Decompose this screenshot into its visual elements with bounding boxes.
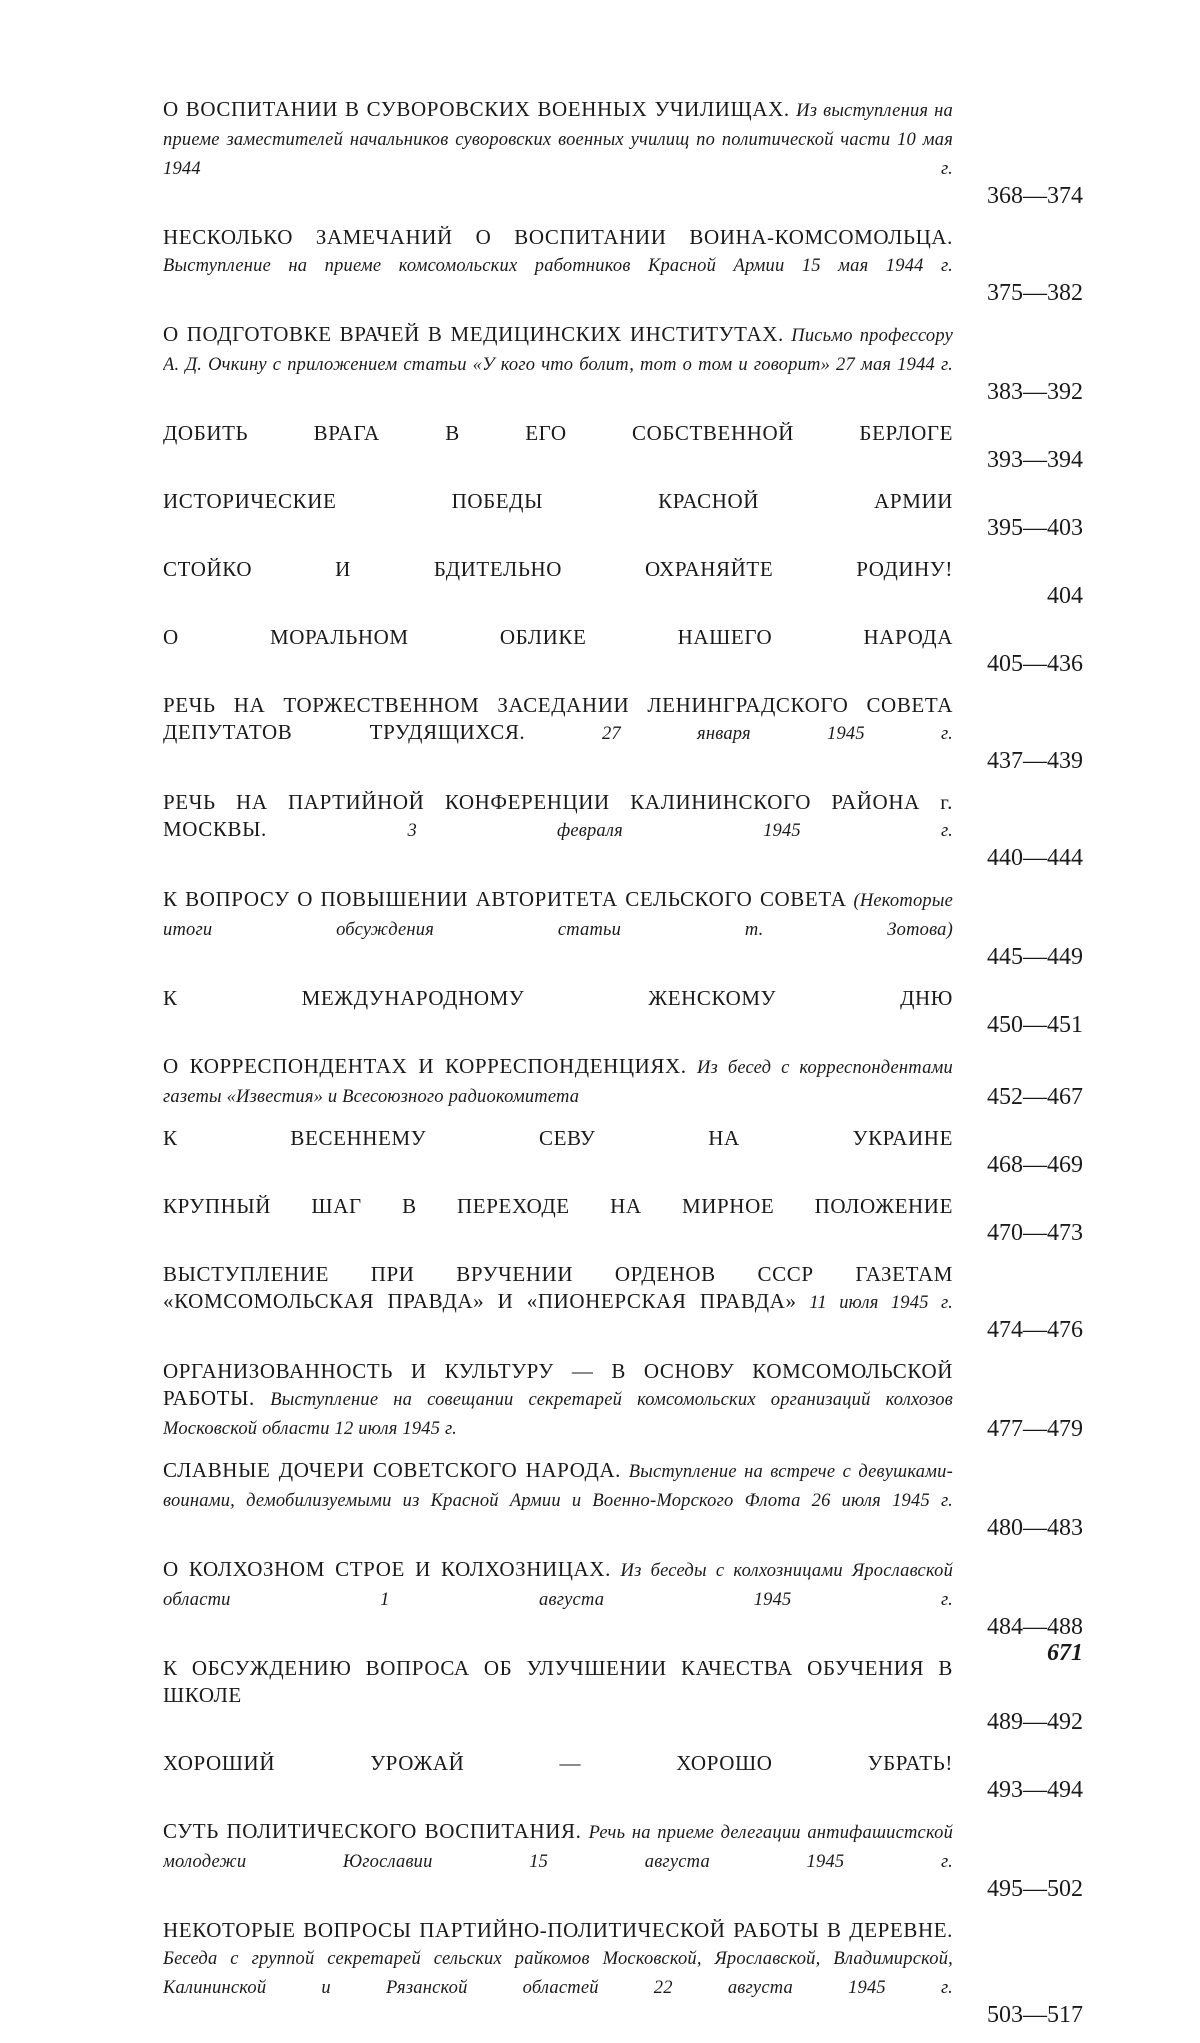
dot-leader xyxy=(163,1709,953,1729)
entry-text xyxy=(163,1556,953,1641)
entry-pages: 477—479 xyxy=(987,1416,1083,1442)
entry-pages: 445—449 xyxy=(987,944,1083,970)
entry-title: ОРГАНИЗОВАННОСТЬ И КУЛЬТУРУ — В ОСНОВУ КОМСОМОЛЬСКОЙ РАБОТЫ. xyxy=(163,1359,953,1410)
toc-entry xyxy=(163,1556,1083,1641)
entry-title: СУТЬ ПОЛИТИЧЕСКОГО ВОСПИТАНИЯ. xyxy=(163,1819,582,1843)
dot-leader xyxy=(163,1876,953,1896)
entry-note: Из бесед с корреспондентами газеты «Известия» и Всесоюзного радиокомитета xyxy=(163,1058,953,1107)
entry-text xyxy=(163,1125,953,1179)
toc-entry xyxy=(163,1193,1083,1247)
toc-entry xyxy=(163,321,1083,406)
entry-note: Беседа с группой секретарей сельских райкомов Московской, Ярославской, Владимирской, Калининской и Рязанской областей 22 августа 1945 г. xyxy=(163,1949,953,1998)
entry-pages: 480—483 xyxy=(987,1515,1083,1541)
entry-title: ВЫСТУПЛЕНИЕ ПРИ ВРУЧЕНИИ ОРДЕНОВ СССР ГАЗЕТАМ «КОМСОМОЛЬСКАЯ ПРАВДА» И «ПИОНЕРСКАЯ ПРАВДА» xyxy=(163,1262,953,1313)
toc-entry xyxy=(163,1053,1083,1111)
entry-title: НЕКОТОРЫЕ ВОПРОСЫ ПАРТИЙНО-ПОЛИТИЧЕСКОЙ РАБОТЫ В ДЕРЕВНЕ. xyxy=(163,1918,953,1942)
toc-entry xyxy=(163,1261,1083,1344)
dot-leader xyxy=(163,280,953,300)
entry-text xyxy=(163,789,953,872)
entry-note: 3 февраля 1945 г. xyxy=(407,821,953,841)
entry-pages: 404 xyxy=(1047,583,1083,609)
entry-pages: 405—436 xyxy=(987,651,1083,677)
entry-title: ХОРОШИЙ УРОЖАЙ — ХОРОШО УБРАТЬ! xyxy=(163,1751,953,1775)
entry-note: Из выступления на приеме заместителей начальников суворовских военных училищ по политической части 10 мая 1944 г. xyxy=(163,101,953,179)
dot-leader xyxy=(163,183,953,203)
dot-leader xyxy=(163,2002,953,2022)
entry-pages: 484—488 xyxy=(987,1614,1083,1640)
entry-title: ДОБИТЬ ВРАГА В ЕГО СОБСТВЕННОЙ БЕРЛОГЕ xyxy=(163,421,953,445)
entry-note: Из беседы с колхозницами Ярославской области 1 августа 1945 г. xyxy=(163,1561,953,1610)
entry-pages: 452—467 xyxy=(987,1084,1083,1110)
entry-pages: 489—492 xyxy=(987,1709,1083,1735)
toc-entry xyxy=(163,1750,1083,1804)
entry-text xyxy=(163,420,953,474)
page-number: 671 xyxy=(1047,1640,1083,1666)
toc-entry xyxy=(163,692,1083,775)
dot-leader xyxy=(163,1777,953,1797)
dot-leader xyxy=(163,515,953,535)
entry-text xyxy=(163,1457,953,1542)
dot-leader xyxy=(163,651,953,671)
entry-note: Письмо профессору А. Д. Очкину с приложением статьи «У кого что болит, тот о том и говорит» 27 мая 1944 г. xyxy=(163,326,953,375)
toc-entry xyxy=(163,1358,1083,1443)
entry-text xyxy=(163,224,953,307)
entry-title: О ПОДГОТОВКЕ ВРАЧЕЙ В МЕДИЦИНСКИХ ИНСТИТУТАХ. xyxy=(163,322,784,346)
toc-entry xyxy=(163,985,1083,1039)
entry-text xyxy=(163,556,953,610)
entry-title: О ВОСПИТАНИИ В СУВОРОВСКИХ ВОЕННЫХ УЧИЛИЩАХ. xyxy=(163,97,790,121)
entry-note: Выступление на совещании секретарей комсомольских организаций колхозов Московской области 12 июля 1945 г. xyxy=(163,1390,953,1439)
entry-pages: 468—469 xyxy=(987,1152,1083,1178)
dot-leader xyxy=(163,583,953,603)
entry-text xyxy=(163,1750,953,1804)
dot-leader xyxy=(163,1614,953,1634)
entry-pages: 440—444 xyxy=(987,845,1083,871)
toc-entry xyxy=(163,1457,1083,1542)
toc-entry xyxy=(163,886,1083,971)
entry-title: К ВЕСЕННЕМУ СЕВУ НА УКРАИНЕ xyxy=(163,1126,953,1150)
entry-title: К МЕЖДУНАРОДНОМУ ЖЕНСКОМУ ДНЮ xyxy=(163,986,953,1010)
entry-title: К ВОПРОСУ О ПОВЫШЕНИИ АВТОРИТЕТА СЕЛЬСКОГО СОВЕТА xyxy=(163,887,847,911)
entry-pages: 493—494 xyxy=(987,1777,1083,1803)
entry-pages: 470—473 xyxy=(987,1220,1083,1246)
entry-pages: 383—392 xyxy=(987,379,1083,405)
entry-title: О КОЛХОЗНОМ СТРОЕ И КОЛХОЗНИЦАХ. xyxy=(163,1557,611,1581)
entry-pages: 503—517 xyxy=(987,2002,1083,2028)
entry-text xyxy=(163,96,953,210)
entry-text xyxy=(163,624,953,678)
toc-entry xyxy=(163,1917,1083,2029)
entry-title: НЕСКОЛЬКО ЗАМЕЧАНИЙ О ВОСПИТАНИИ ВОИНА-КОМСОМОЛЬЦА. xyxy=(163,225,953,249)
entry-text xyxy=(163,1655,953,1736)
entry-title: К ОБСУЖДЕНИЮ ВОПРОСА ОБ УЛУЧШЕНИИ КАЧЕСТВА ОБУЧЕНИЯ В ШКОЛЕ xyxy=(163,1656,953,1707)
dot-leader xyxy=(163,1152,953,1172)
dot-leader xyxy=(163,1220,953,1240)
toc-entry xyxy=(163,1125,1083,1179)
toc-entry xyxy=(163,1655,1083,1736)
entry-text xyxy=(163,1053,953,1111)
toc-entry xyxy=(163,224,1083,307)
table-of-contents xyxy=(163,96,1083,2043)
entry-title: СЛАВНЫЕ ДОЧЕРИ СОВЕТСКОГО НАРОДА. xyxy=(163,1458,621,1482)
toc-entry xyxy=(163,420,1083,474)
entry-pages: 395—403 xyxy=(987,515,1083,541)
entry-text xyxy=(163,321,953,406)
toc-entry xyxy=(163,556,1083,610)
entry-text xyxy=(163,886,953,971)
entry-text xyxy=(163,692,953,775)
entry-title: КРУПНЫЙ ШАГ В ПЕРЕХОДЕ НА МИРНОЕ ПОЛОЖЕНИЕ xyxy=(163,1194,953,1218)
entry-text xyxy=(163,985,953,1039)
entry-pages: 368—374 xyxy=(987,183,1083,209)
entry-title: ИСТОРИЧЕСКИЕ ПОБЕДЫ КРАСНОЙ АРМИИ xyxy=(163,489,953,513)
entry-text xyxy=(163,1818,953,1903)
entry-note: Выступление на приеме комсомольских работников Красной Армии 15 мая 1944 г. xyxy=(163,256,953,276)
entry-pages: 450—451 xyxy=(987,1012,1083,1038)
entry-text xyxy=(163,1193,953,1247)
dot-leader xyxy=(163,1317,953,1337)
entry-note: 27 января 1945 г. xyxy=(601,724,953,744)
toc-entry xyxy=(163,624,1083,678)
entry-text xyxy=(163,1917,953,2029)
entry-note: Выступление на встрече с девушками-воинами, демобилизуемыми из Красной Армии и Военно-Морского Флота 26 июля 1945 г. xyxy=(163,1462,953,1511)
entry-pages: 474—476 xyxy=(987,1317,1083,1343)
dot-leader xyxy=(163,944,953,964)
entry-title: О КОРРЕСПОНДЕНТАХ И КОРРЕСПОНДЕНЦИЯХ. xyxy=(163,1054,687,1078)
dot-leader xyxy=(163,447,953,467)
entry-note: Речь на приеме делегации антифашистской молодежи Югославии 15 августа 1945 г. xyxy=(163,1823,953,1872)
dot-leader xyxy=(163,1515,953,1535)
dot-leader xyxy=(163,379,953,399)
toc-entry xyxy=(163,789,1083,872)
entry-text xyxy=(163,488,953,542)
entry-title: РЕЧЬ НА ПАРТИЙНОЙ КОНФЕРЕНЦИИ КАЛИНИНСКОГО РАЙОНА г. МОСКВЫ. xyxy=(163,790,953,841)
entry-title: РЕЧЬ НА ТОРЖЕСТВЕННОМ ЗАСЕДАНИИ ЛЕНИНГРАДСКОГО СОВЕТА ДЕПУТАТОВ ТРУДЯЩИХСЯ. xyxy=(163,693,953,744)
entry-pages: 437—439 xyxy=(987,748,1083,774)
entry-note: 11 июля 1945 г. xyxy=(809,1293,953,1313)
entry-text xyxy=(163,1261,953,1344)
toc-entry xyxy=(163,96,1083,210)
dot-leader xyxy=(163,1012,953,1032)
entry-title: О МОРАЛЬНОМ ОБЛИКЕ НАШЕГО НАРОДА xyxy=(163,625,953,649)
entry-title: СТОЙКО И БДИТЕЛЬНО ОХРАНЯЙТЕ РОДИНУ! xyxy=(163,557,953,581)
entry-pages: 495—502 xyxy=(987,1876,1083,1902)
entry-note: (Некоторые итоги обсуждения статьи т. Зотова) xyxy=(163,891,953,940)
toc-entry xyxy=(163,488,1083,542)
entry-pages: 393—394 xyxy=(987,447,1083,473)
entry-pages: 375—382 xyxy=(987,280,1083,306)
dot-leader xyxy=(163,845,953,865)
toc-entry xyxy=(163,1818,1083,1903)
entry-text xyxy=(163,1358,953,1443)
dot-leader xyxy=(163,748,953,768)
